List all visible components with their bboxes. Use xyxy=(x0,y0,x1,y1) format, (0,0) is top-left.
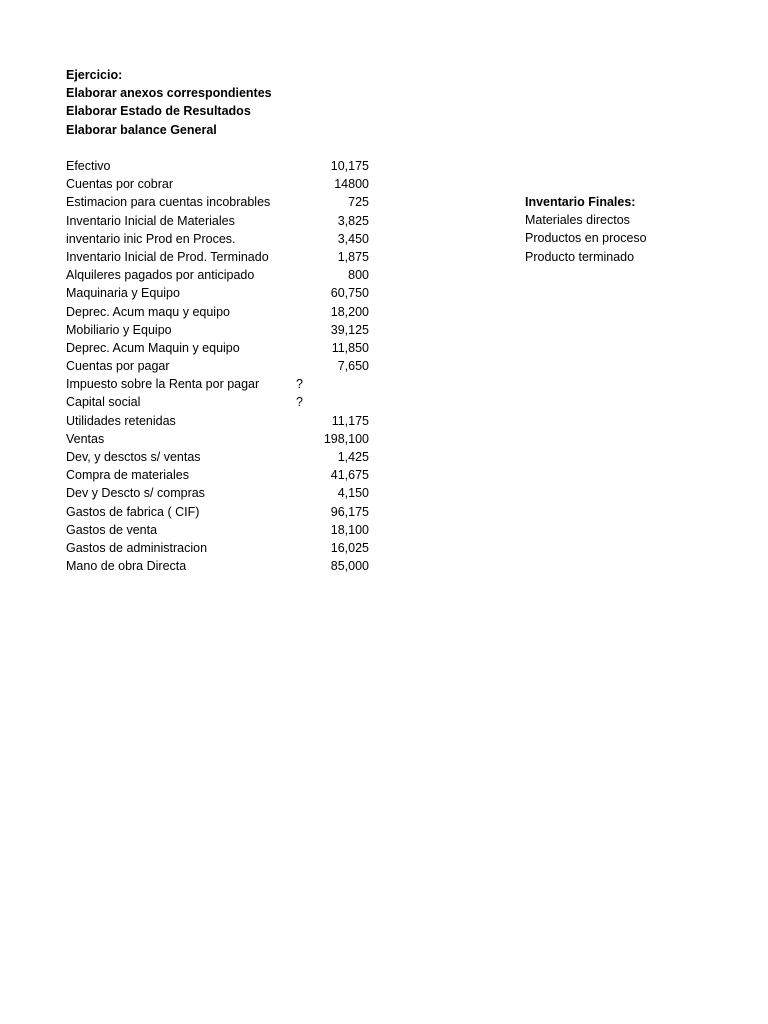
account-row xyxy=(66,466,376,484)
account-label: Gastos de administracion xyxy=(66,540,208,555)
account-value: 1,875 xyxy=(337,249,369,264)
account-label: Ventas xyxy=(66,431,105,446)
account-label: Inventario Inicial de Prod. Terminado xyxy=(66,249,269,264)
account-value: 725 xyxy=(348,195,369,210)
final-inventory-item: Materiales directos xyxy=(525,213,630,228)
account-row xyxy=(66,521,376,539)
account-value: 18,200 xyxy=(330,304,369,319)
final-inventory-item: Producto terminado xyxy=(525,249,635,264)
final-inventory-title: Inventario Finales: xyxy=(525,195,636,209)
account-row xyxy=(66,212,376,230)
account-row xyxy=(66,375,376,393)
exercise-title: Ejercicio: xyxy=(66,68,123,82)
account-label: Cuentas por pagar xyxy=(66,359,170,374)
final-inventory-section xyxy=(525,193,647,266)
account-row xyxy=(66,539,376,557)
account-label: Mano de obra Directa xyxy=(66,559,187,574)
account-label: Estimacion para cuentas incobrables xyxy=(66,195,271,210)
account-value: 800 xyxy=(348,268,369,283)
account-row xyxy=(66,266,376,284)
account-label: Maquinaria y Equipo xyxy=(66,286,180,301)
account-value: 1,425 xyxy=(337,450,369,464)
account-row xyxy=(66,484,376,502)
account-row xyxy=(66,448,376,466)
account-row xyxy=(66,357,376,375)
account-row xyxy=(66,284,376,302)
account-value: 11,175 xyxy=(331,413,369,428)
account-label: Alquileres pagados por anticipado xyxy=(66,268,255,283)
account-label: Gastos de venta xyxy=(66,522,158,537)
account-value: ? xyxy=(296,395,303,410)
account-label: Compra de materiales xyxy=(66,468,189,483)
account-label: inventario inic Prod en Proces. xyxy=(66,231,236,246)
account-value: 18,100 xyxy=(330,522,369,537)
account-value: 14800 xyxy=(334,177,369,192)
account-value: 16,025 xyxy=(330,540,369,555)
account-value: 198,100 xyxy=(323,431,369,446)
instruction-income-statement: Elaborar Estado de Resultados xyxy=(66,104,251,119)
account-label: Deprec. Acum maqu y equipo xyxy=(66,304,230,319)
final-inventory-item: Productos en proceso xyxy=(525,231,647,246)
account-label: Impuesto sobre la Renta por pagar xyxy=(66,377,260,392)
account-value: 60,750 xyxy=(330,286,369,301)
account-row xyxy=(66,193,376,211)
account-value: 3,450 xyxy=(337,231,369,246)
instruction-annexes: Elaborar anexos correspondientes xyxy=(66,86,272,101)
account-value: 41,675 xyxy=(330,468,369,483)
account-row xyxy=(66,393,376,411)
account-value: 4,150 xyxy=(337,486,369,501)
account-label: Inventario Inicial de Materiales xyxy=(66,213,235,228)
account-row xyxy=(66,157,376,175)
account-row xyxy=(66,430,376,448)
account-value: 96,175 xyxy=(330,504,369,519)
account-value: 3,825 xyxy=(337,213,369,228)
account-value: 7,650 xyxy=(337,359,369,374)
account-label: Gastos de fabrica ( CIF) xyxy=(66,504,200,519)
exercise-header xyxy=(66,66,272,139)
account-label: Dev, y desctos s/ ventas xyxy=(66,450,201,464)
account-value: 10,175 xyxy=(330,159,369,173)
account-label: Cuentas por cobrar xyxy=(66,177,174,192)
account-row xyxy=(66,557,376,575)
account-label: Capital social xyxy=(66,395,141,410)
account-value: 11,850 xyxy=(331,340,369,355)
account-value: ? xyxy=(296,377,303,392)
accounts-table xyxy=(66,157,376,575)
instruction-balance-sheet: Elaborar balance General xyxy=(66,122,217,137)
account-row xyxy=(66,339,376,357)
account-label: Efectivo xyxy=(66,159,111,173)
account-label: Mobiliario y Equipo xyxy=(66,322,172,337)
account-row xyxy=(66,175,376,193)
account-label: Deprec. Acum Maquin y equipo xyxy=(66,340,240,355)
account-row xyxy=(66,303,376,321)
account-row xyxy=(66,248,376,266)
account-value: 85,000 xyxy=(330,559,369,574)
account-row xyxy=(66,230,376,248)
account-row xyxy=(66,412,376,430)
account-row xyxy=(66,321,376,339)
account-row xyxy=(66,503,376,521)
account-label: Utilidades retenidas xyxy=(66,413,176,428)
account-label: Dev y Descto s/ compras xyxy=(66,486,205,501)
account-value: 39,125 xyxy=(330,322,369,337)
